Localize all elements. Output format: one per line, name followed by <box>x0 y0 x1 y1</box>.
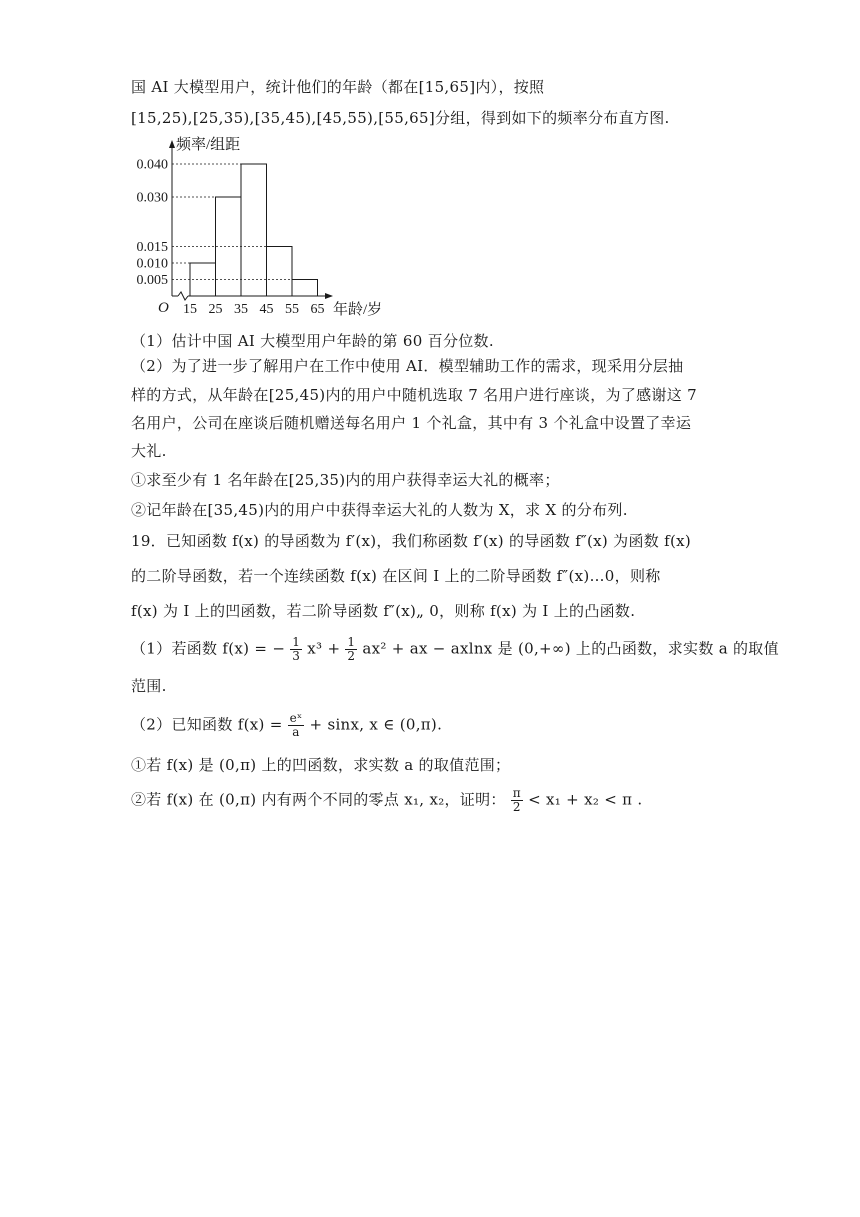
q18-sub1: ①求至少有 1 名年龄在[25,35)内的用户获得幸运大礼的概率； <box>131 471 560 489</box>
q19-part1-mid1: x³ + <box>307 639 346 658</box>
x-tick-label: 65 <box>310 302 325 317</box>
x-axis-arrow <box>325 293 333 299</box>
q19-part1-line2: 范围. <box>131 677 167 695</box>
x-tick-label: 15 <box>183 302 197 317</box>
q19-part1-prefix: （1）若函数 f(x) = − <box>131 639 286 658</box>
frequency-histogram <box>120 128 420 328</box>
origin-label: O <box>158 300 169 316</box>
q19-part1-line1 <box>131 636 779 663</box>
q19-line1: 19．已知函数 f(x) 的导函数为 f′(x)，我们称函数 f′(x) 的导函数 f″(x) 为函数 f(x) <box>131 532 692 550</box>
q19-part2 <box>131 712 442 739</box>
fraction-ex-over-a <box>288 712 305 739</box>
fraction-denominator: a <box>292 725 300 739</box>
fraction-numerator: 1 <box>292 635 301 649</box>
fraction-numerator: eˣ <box>289 711 303 725</box>
histogram-bar <box>267 247 293 297</box>
histogram-bar <box>241 164 267 296</box>
q18-part2-line3: 名用户，公司在座谈后随机赠送每名用户 1 个礼盒，其中有 3 个礼盒中设置了幸运 <box>131 414 692 432</box>
q18-part2-line4: 大礼. <box>131 442 167 460</box>
axis-break-symbol <box>178 292 188 300</box>
y-axis-label: 频率/组距 <box>176 137 241 153</box>
fraction-pi-over-2 <box>511 787 523 814</box>
x-tick-label: 35 <box>234 302 248 317</box>
fraction-one-third <box>290 636 302 663</box>
fraction-denominator: 2 <box>512 800 521 814</box>
q19-sub2 <box>131 787 642 814</box>
x-tick-label: 55 <box>285 302 299 317</box>
y-tick-label: 0.030 <box>136 190 168 206</box>
q19-line3: f(x) 为 I 上的凹函数，若二阶导函数 f″(x)„ 0，则称 f(x) 为 I 上的凸函数. <box>131 602 636 620</box>
fraction-numerator: π <box>512 786 521 800</box>
fraction-denominator: 3 <box>292 649 301 663</box>
q19-part2-prefix: （2）已知函数 f(x) = <box>131 715 288 734</box>
q18-part2-line1: （2）为了进一步了解用户在工作中使用 AI．模型辅助工作的需求，现采用分层抽 <box>131 357 684 375</box>
q18-sub2: ②记年龄在[35,45)内的用户中获得幸运大礼的人数为 X，求 X 的分布列. <box>131 501 628 519</box>
x-tick-label: 25 <box>208 302 223 317</box>
q19-part2-suffix: + sinx, x ∈ (0,π). <box>309 715 443 734</box>
q19-sub1: ①若 f(x) 是 (0,π) 上的凹函数，求实数 a 的取值范围； <box>131 756 511 774</box>
fraction-denominator: 2 <box>347 649 356 663</box>
y-tick-label: 0.040 <box>136 157 168 173</box>
histogram-bar <box>292 280 318 297</box>
y-tick-label: 0.010 <box>136 256 168 272</box>
q19-line2: 的二阶导函数，若一个连续函数 f(x) 在区间 I 上的二阶导函数 f″(x)…0，则称 <box>131 567 661 585</box>
x-axis-label: 年龄/岁 <box>333 302 383 318</box>
q19-sub2-prefix: ②若 f(x) 在 (0,π) 内有两个不同的零点 x₁, x₂，证明： <box>131 790 506 809</box>
fraction-numerator: 1 <box>347 635 356 649</box>
q18-part2-line2: 样的方式，从年龄在[25,45)内的用户中随机选取 7 名用户进行座谈，为了感谢这 7 <box>131 386 697 404</box>
q18-intro-line1: 国 AI 大模型用户，统计他们的年龄（都在[15,65]内），按照 <box>131 78 545 96</box>
q18-part1: （1）估计中国 AI 大模型用户年龄的第 60 百分位数. <box>131 332 494 350</box>
y-axis-arrow <box>169 140 175 148</box>
x-tick-label: 45 <box>259 302 274 317</box>
q18-intro-line2: [15,25),[25,35),[35,45),[45,55),[55,65]分组，得到如下的频率分布直方图. <box>131 109 670 127</box>
y-tick-label: 0.005 <box>136 273 168 288</box>
y-tick-label: 0.015 <box>136 240 168 255</box>
fraction-one-half <box>345 636 357 663</box>
q19-sub2-suffix: < x₁ + x₂ < π . <box>528 790 643 809</box>
q19-part1-mid2: ax² + ax − axlnx 是 (0,+∞) 上的凸函数，求实数 a 的取值 <box>362 639 779 658</box>
